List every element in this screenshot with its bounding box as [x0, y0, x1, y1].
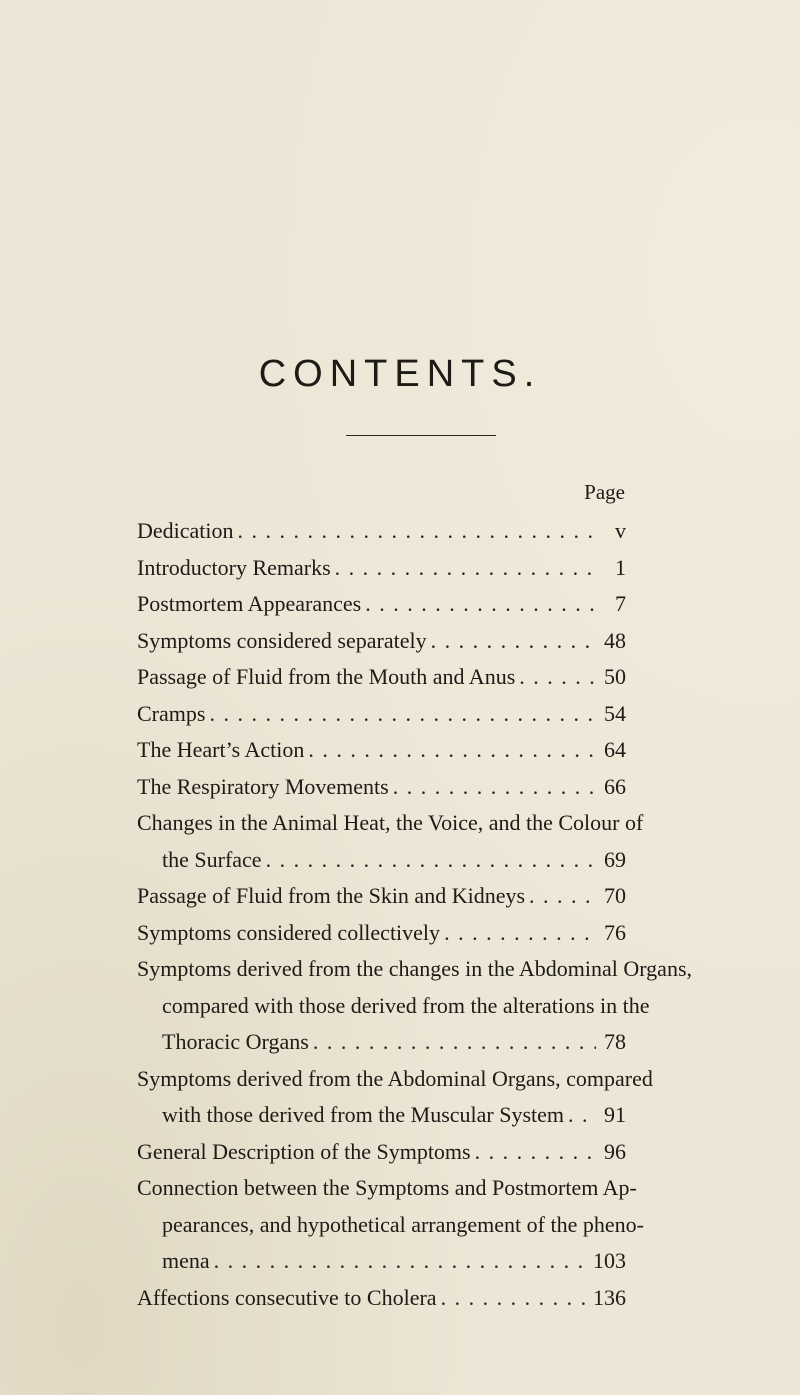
- toc-entry: [137, 805, 644, 878]
- toc-entry-title: Dedication: [137, 518, 234, 543]
- toc-entry-title: Postmortem Appearances: [137, 591, 362, 616]
- dot-leader: [365, 586, 596, 623]
- toc-entry: [137, 659, 626, 696]
- toc-entry-page: 54: [604, 700, 626, 726]
- dot-leader: [238, 513, 596, 550]
- toc-entry-title: Symptoms considered collectively: [137, 919, 441, 945]
- toc-entry-page: 136: [593, 1284, 626, 1310]
- toc-entry-title: Passage of Fluid from the Skin and Kidneys: [137, 883, 526, 908]
- contents-heading: CONTENTS.: [258, 353, 542, 395]
- toc-entry-line: pearances, and hypothetical arrangement of the pheno-: [162, 1211, 644, 1237]
- toc-entry-title: Affections consecutive to Cholera: [137, 1284, 437, 1310]
- dot-leader: [209, 696, 596, 733]
- toc-entry: [137, 1280, 626, 1317]
- toc-entry-page: 48: [604, 627, 626, 653]
- toc-entry-page: 69: [604, 846, 626, 872]
- page-column-label: Page: [584, 480, 625, 504]
- dot-leader: [475, 1134, 596, 1171]
- toc-entry-page: 66: [604, 773, 626, 799]
- toc-entry-title: Passage of Fluid from the Mouth and Anus: [137, 664, 516, 689]
- toc-entry-title: General Description of the Symptoms: [137, 1138, 471, 1164]
- toc-entry-title: Symptoms considered separately: [137, 627, 427, 653]
- toc-entry: [137, 1061, 653, 1134]
- toc-entry-page: 96: [604, 1138, 626, 1164]
- toc-entry-line: compared with those derived from the alterations in the: [162, 992, 650, 1018]
- toc-entry-page: 91: [604, 1102, 626, 1127]
- dot-leader: [313, 1024, 596, 1061]
- toc-entry: [137, 1170, 644, 1280]
- dot-leader: [266, 842, 596, 879]
- toc-entry: [137, 769, 626, 806]
- dot-leader: [441, 1280, 587, 1317]
- dot-leader: [444, 915, 596, 952]
- toc-entry-page: 7: [615, 591, 626, 616]
- toc-entry-title: mena: [162, 1248, 210, 1273]
- toc-entry-page: v: [615, 518, 626, 543]
- toc-entry: [137, 696, 626, 733]
- dot-leader: [431, 623, 596, 660]
- toc-entry-line: Symptoms derived from the changes in the Abdominal Organs,: [137, 956, 693, 981]
- toc-entry-title: the Surface: [162, 846, 262, 872]
- dot-leader: [529, 878, 596, 915]
- toc-entry-line: Changes in the Animal Heat, the Voice, and the Colour of: [137, 810, 644, 835]
- toc-entry-line: Symptoms derived from the Abdominal Organs, compared: [137, 1065, 653, 1091]
- toc-entry-title: with those derived from the Muscular System: [162, 1102, 565, 1127]
- toc-entry-page: 78: [604, 1029, 626, 1054]
- toc-entry-page: 50: [604, 664, 626, 689]
- toc-entry: [137, 550, 626, 587]
- dot-leader: [519, 659, 596, 696]
- toc-entry: [137, 951, 693, 1061]
- toc-entry-title: The Respiratory Movements: [137, 773, 389, 799]
- dot-leader: [214, 1243, 587, 1280]
- toc-entry: [137, 878, 626, 915]
- toc-entry: [137, 915, 626, 952]
- dot-leader: [568, 1097, 596, 1134]
- toc-entry-page: 76: [604, 919, 626, 945]
- toc-entry: [137, 732, 626, 769]
- toc-entry: [137, 586, 626, 623]
- toc-entry-title: The Heart’s Action: [137, 737, 305, 762]
- table-of-contents: [137, 513, 693, 1316]
- toc-entry-title: Thoracic Organs: [162, 1029, 309, 1054]
- toc-entry: [137, 623, 626, 660]
- heading-rule: [346, 435, 496, 436]
- toc-entry-title: Introductory Remarks: [137, 554, 331, 580]
- toc-entry-page: 70: [604, 883, 626, 908]
- toc-entry-page: 103: [593, 1248, 626, 1273]
- toc-entry-page: 1: [615, 554, 626, 580]
- toc-entry-line: Connection between the Symptoms and Postmortem Ap-: [137, 1175, 637, 1200]
- toc-entry: [137, 513, 626, 550]
- dot-leader: [308, 732, 596, 769]
- toc-entry-title: Cramps: [137, 700, 206, 726]
- toc-entry-page: 64: [604, 737, 626, 762]
- dot-leader: [335, 550, 596, 587]
- dot-leader: [393, 769, 596, 806]
- toc-entry: [137, 1134, 626, 1171]
